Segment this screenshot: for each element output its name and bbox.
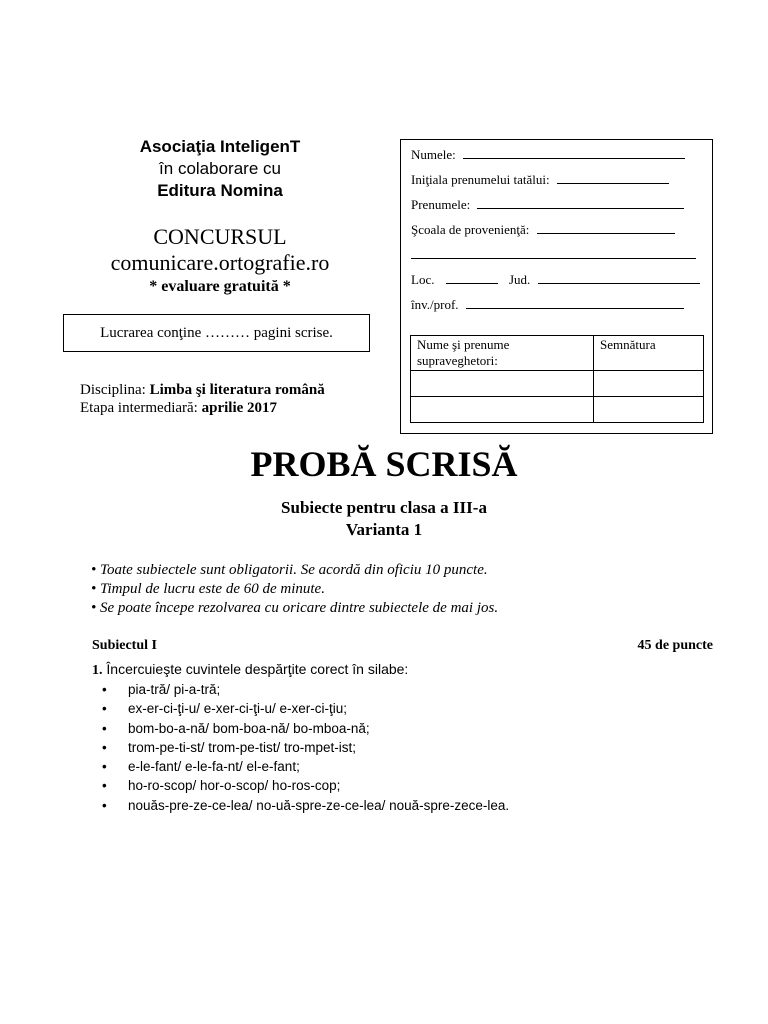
option-text: pia-tră/ pi-a-tră; [128, 682, 221, 697]
supervisor-signature-cell[interactable] [594, 371, 704, 397]
table-row [411, 397, 704, 423]
table-row [411, 371, 704, 397]
father-initial-row [411, 171, 669, 188]
option-text: bom-bo-a-nă/ bom-boa-nă/ bo-mboa-nă; [128, 720, 370, 736]
surname-row [411, 146, 685, 163]
school-row [411, 221, 675, 238]
option-text: e-le-fant/ e-le-fa-nt/ el-e-fant; [128, 759, 300, 775]
subject-title: Subiectul I [92, 638, 157, 653]
list-item[interactable] [102, 738, 509, 757]
subject-points: 45 de puncte [637, 638, 713, 653]
bullet-icon: • [102, 701, 107, 717]
list-item[interactable] [102, 699, 509, 718]
school-label: Şcoala de provenienţă: [411, 222, 530, 237]
father-initial-field[interactable] [557, 171, 669, 184]
publisher-name: Editura Nomina [157, 181, 283, 200]
option-text: nouăs-pre-ze-ce-lea/ no-uă-spre-ze-ce-lea/ nouă-spre-zece-lea. [128, 797, 510, 813]
option-text: ho-ro-scop/ hor-o-scop/ ho-ros-cop; [128, 778, 341, 794]
page-title: PROBĂ SCRISĂ [250, 444, 518, 484]
school-field[interactable] [537, 221, 675, 234]
locality-field[interactable] [446, 271, 498, 284]
list-item[interactable] [102, 776, 509, 795]
bullet-icon: • [102, 778, 107, 794]
school-field-line2[interactable] [411, 246, 696, 259]
contest-block [70, 224, 370, 298]
supervisor-name-cell[interactable] [411, 397, 594, 423]
first-name-label: Prenumele: [411, 197, 471, 212]
pages-prefix: Lucrarea conţine [100, 325, 206, 341]
discipline-info [80, 381, 325, 417]
question-text: Încercuieşte cuvintele despărţite corect în silabe: [102, 661, 409, 677]
collaboration-text: în colaborare cu [159, 159, 281, 178]
discipline-value: Limba şi literatura română [149, 382, 325, 398]
question-number: 1. [92, 663, 103, 678]
surname-label: Numele: [411, 147, 456, 162]
bullet-icon: • [102, 739, 107, 755]
rule-item: • Toate subiectele sunt obligatorii. Se acordă din oficiu 10 puncte. [91, 562, 488, 578]
locality-label: Loc. [411, 272, 435, 287]
organization-name: Asociaţia InteligenT [139, 137, 301, 156]
list-item[interactable] [102, 719, 509, 738]
supervisors-table [410, 335, 704, 423]
county-label: Jud. [508, 272, 531, 287]
grade-subtitle: Subiecte pentru clasa a III-a [281, 498, 487, 517]
bullet-icon: • [102, 682, 107, 697]
stage-label: Etapa intermediară: [80, 400, 202, 416]
teacher-field[interactable] [466, 296, 684, 309]
school-row-continued [411, 246, 696, 263]
supervisor-signature-cell[interactable] [594, 397, 704, 423]
list-item[interactable] [102, 796, 509, 815]
supervisor-name-cell[interactable] [411, 371, 594, 397]
discipline-label: Disciplina: [80, 382, 150, 398]
locality-row [411, 271, 700, 288]
surname-field[interactable] [463, 146, 685, 159]
bullet-icon: • [102, 797, 107, 813]
teacher-label: înv./prof. [411, 297, 459, 312]
list-item[interactable] [102, 757, 509, 776]
bullet-icon: • [102, 759, 107, 775]
student-info-form [400, 139, 713, 434]
teacher-row [411, 296, 684, 313]
table-header-row [411, 336, 704, 371]
rule-item: • Timpul de lucru este de 60 de minute. [91, 581, 325, 597]
supervisors-header: Nume şi prenume supraveghetori: [411, 336, 594, 371]
bullet-icon: • [102, 720, 107, 736]
variant-label: Varianta 1 [345, 520, 423, 539]
signature-header: Semnătura [594, 336, 704, 371]
organizer-block [70, 136, 370, 202]
pages-count-box [63, 314, 370, 352]
question-1 [92, 660, 408, 680]
answer-options [102, 680, 509, 815]
option-text: trom-pe-ti-st/ trom-pe-tist/ tro-mpet-ist; [128, 739, 357, 755]
list-item[interactable] [102, 680, 509, 699]
father-initial-label: Iniţiala prenumelui tatălui: [411, 172, 550, 187]
free-evaluation-note: * evaluare gratuită * [149, 278, 291, 295]
pages-blank[interactable]: ……… [205, 325, 251, 341]
contest-website: comunicare.ortografie.ro [110, 250, 330, 275]
county-field[interactable] [538, 271, 700, 284]
stage-value: aprilie 2017 [201, 400, 278, 416]
contest-title: CONCURSUL [153, 224, 287, 249]
rule-item: • Se poate începe rezolvarea cu oricare dintre subiectele de mai jos. [91, 600, 499, 616]
pages-suffix: pagini scrise. [250, 325, 333, 341]
option-text: ex-er-ci-ţi-u/ e-xer-ci-ţi-u/ e-xer-ci-ţiu; [128, 701, 348, 717]
first-name-row [411, 196, 684, 213]
first-name-field[interactable] [477, 196, 684, 209]
